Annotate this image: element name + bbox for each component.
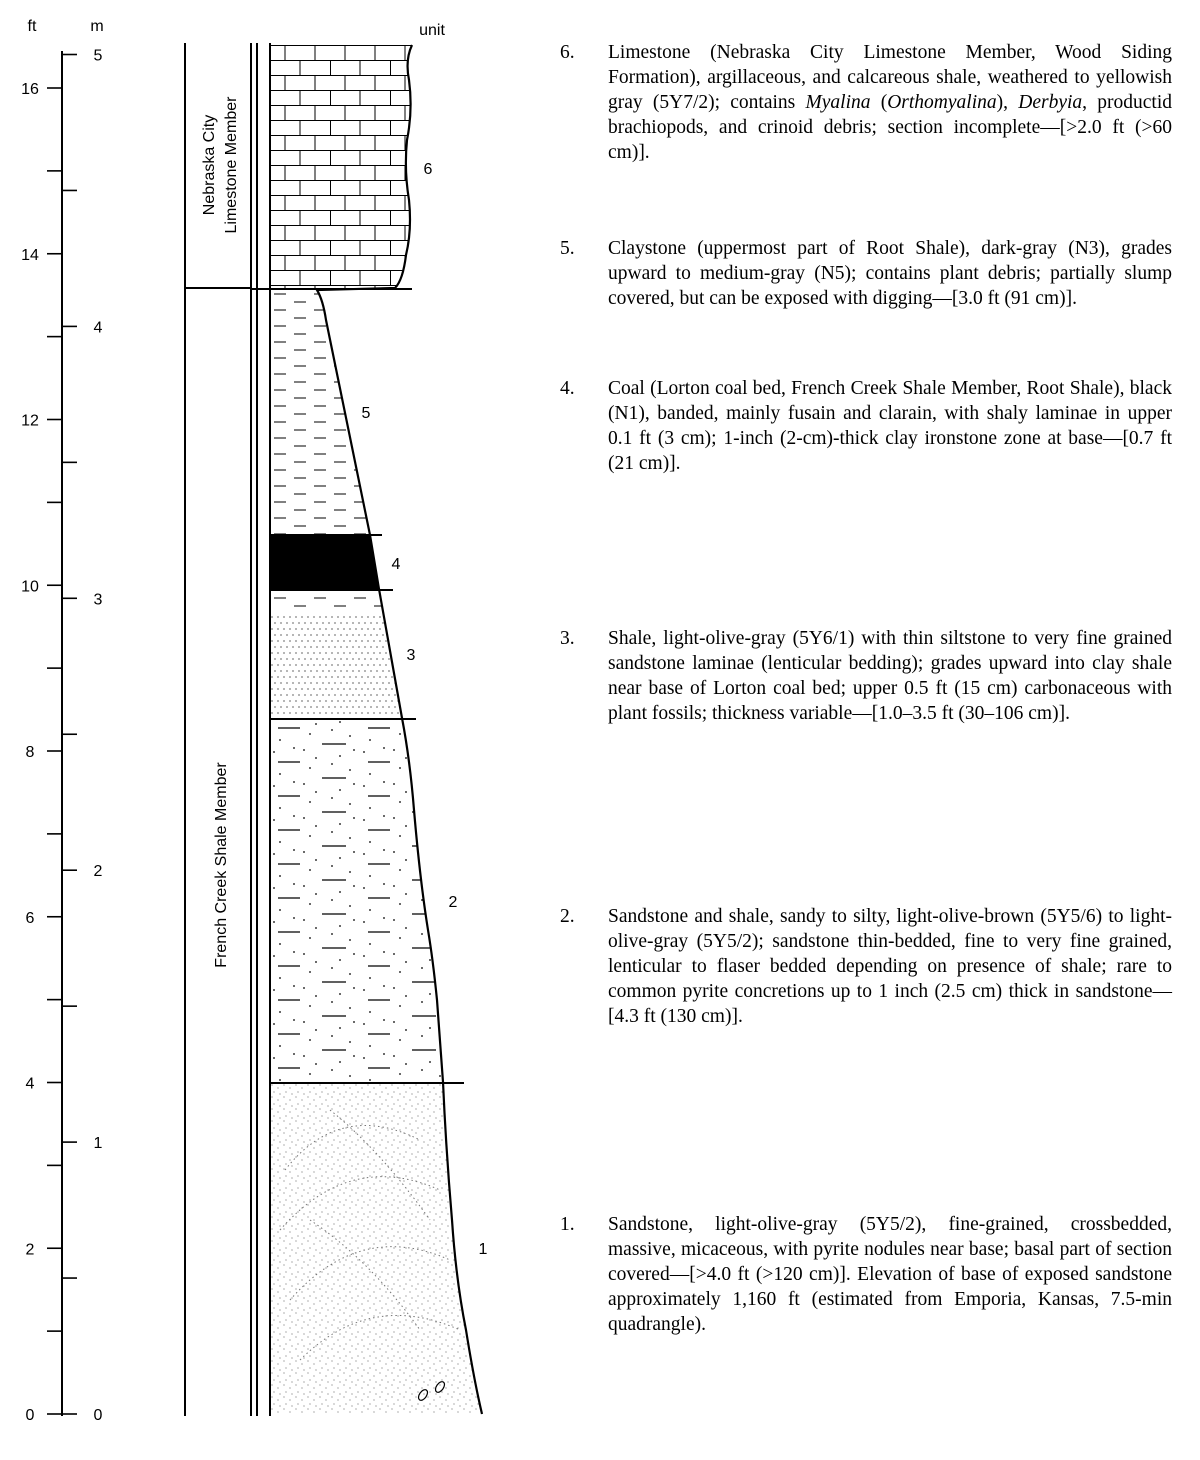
scale-bar bbox=[21, 18, 104, 1424]
unit-label-4: 4 bbox=[391, 556, 401, 573]
unit-label-3: 3 bbox=[406, 647, 416, 664]
description-number: 1. bbox=[560, 1214, 575, 1235]
description-text: Claystone (uppermost part of Root Shale), dark-gray (N3), grades upward to medium-gray (N5); contains plant debris; partially slump covered, but can be exposed with digging—[3.0 ft (91 cm)]. bbox=[608, 238, 1172, 309]
ft-tick-label: 8 bbox=[25, 744, 35, 761]
description-unit-5 bbox=[560, 236, 1172, 311]
unit-6-limestone-fill bbox=[271, 45, 412, 288]
ft-tick-label: 4 bbox=[25, 1075, 35, 1093]
description-text: Sandstone, light-olive-gray (5Y5/2), fine-grained, crossbedded, massive, micaceous, with pyrite nodules near base; basal part of section covered—[>4.0 ft (>120 cm)]. Elevation of base of exposed sandstone approximately 1,160 ft (estimated from Emporia, Kansas, 7.5-min quadrangle). bbox=[608, 1214, 1172, 1335]
unit-label-6: 6 bbox=[423, 161, 433, 178]
unit-1-sandstone-fill bbox=[271, 1084, 482, 1414]
m-tick-label: 1 bbox=[93, 1135, 103, 1153]
description-text: Shale, light-olive-gray (5Y6/1) with thin siltstone to very fine grained sandstone laminae (lenticular bedding); grades upward into clay shale near base of Lorton coal bed; upper 0.5 ft (15 cm) carbonaceous with plant fossils; thickness variable—[1.0–3.5 ft (30–106 cm)]. bbox=[608, 628, 1172, 724]
member-label-upper-line2: Limestone Member bbox=[223, 96, 240, 234]
lithologic-column bbox=[251, 22, 488, 1416]
description-text: Coal (Lorton coal bed, French Creek Shale Member, Root Shale), black (N1), banded, mainly fusain and clarain, with shaly laminae in upper 0.1 ft (3 cm); 1-inch (2-cm)-thick clay ironstone zone at base—[0.7 ft (21 cm)]. bbox=[608, 378, 1172, 474]
description-number: 3. bbox=[560, 628, 575, 649]
m-tick-label: 3 bbox=[93, 591, 103, 609]
ft-tick-label: 10 bbox=[21, 578, 39, 596]
ft-axis-label: ft bbox=[27, 18, 37, 35]
ft-tick-label: 16 bbox=[21, 81, 39, 98]
member-label-lower: French Creek Shale Member bbox=[213, 762, 230, 968]
description-unit-1 bbox=[560, 1212, 1172, 1337]
unit-label-1: 1 bbox=[478, 1241, 488, 1258]
unit-label-2: 2 bbox=[448, 894, 458, 911]
description-number: 4. bbox=[560, 378, 575, 399]
unit-4-coal-fill bbox=[271, 535, 379, 589]
m-tick-label: 4 bbox=[93, 319, 103, 337]
description-unit-3 bbox=[560, 626, 1172, 726]
description-text: Sandstone and shale, sandy to silty, light-olive-brown (5Y5/6) to light-olive-gray (5Y5/2); sandstone thin-bedded, fine to very fine grained, lenticular to flaser bedded depending on presence of shale; rare to common pyrite concretions up to 1 inch (2.5 cm) thick in sandstone—[4.3 ft (130 cm)]. bbox=[608, 906, 1172, 1027]
unit-3-shale-fill bbox=[271, 612, 402, 718]
description-text: Limestone (Nebraska City Limestone Member, Wood Siding Formation), argillaceous, and calcareous shale, weathered to yellowish gray (5Y7/2); contains Myalina (Orthomyalina), Derbyia, productid brachiopods, and crinoid debris; section incomplete—[>2.0 ft (>60 cm)]. bbox=[608, 42, 1172, 163]
description-unit-2 bbox=[560, 904, 1172, 1029]
m-tick-label: 2 bbox=[93, 863, 103, 881]
ft-tick-label: 2 bbox=[25, 1241, 35, 1259]
ft-tick-label: 0 bbox=[25, 1407, 35, 1424]
description-number: 5. bbox=[560, 238, 575, 259]
description-unit-4 bbox=[560, 376, 1172, 476]
unit-5-claystone-fill bbox=[271, 290, 370, 535]
description-unit-6 bbox=[560, 40, 1172, 165]
unit-header: unit bbox=[419, 22, 445, 39]
ft-tick-label: 12 bbox=[21, 412, 39, 430]
m-tick-label: 0 bbox=[93, 1407, 103, 1424]
unit-3-shale-claystone-band bbox=[271, 589, 383, 612]
ft-tick-label: 14 bbox=[21, 246, 39, 264]
member-label-upper-line1: Nebraska City bbox=[201, 114, 218, 216]
m-tick-label: 5 bbox=[93, 47, 103, 65]
m-axis-label: m bbox=[90, 18, 104, 35]
unit-2-sandstone-shale-fill bbox=[271, 720, 443, 1082]
description-number: 6. bbox=[560, 42, 575, 63]
ft-tick-label: 6 bbox=[25, 909, 35, 927]
description-number: 2. bbox=[560, 906, 575, 927]
member-columns bbox=[185, 43, 251, 1416]
unit-label-5: 5 bbox=[361, 405, 371, 422]
